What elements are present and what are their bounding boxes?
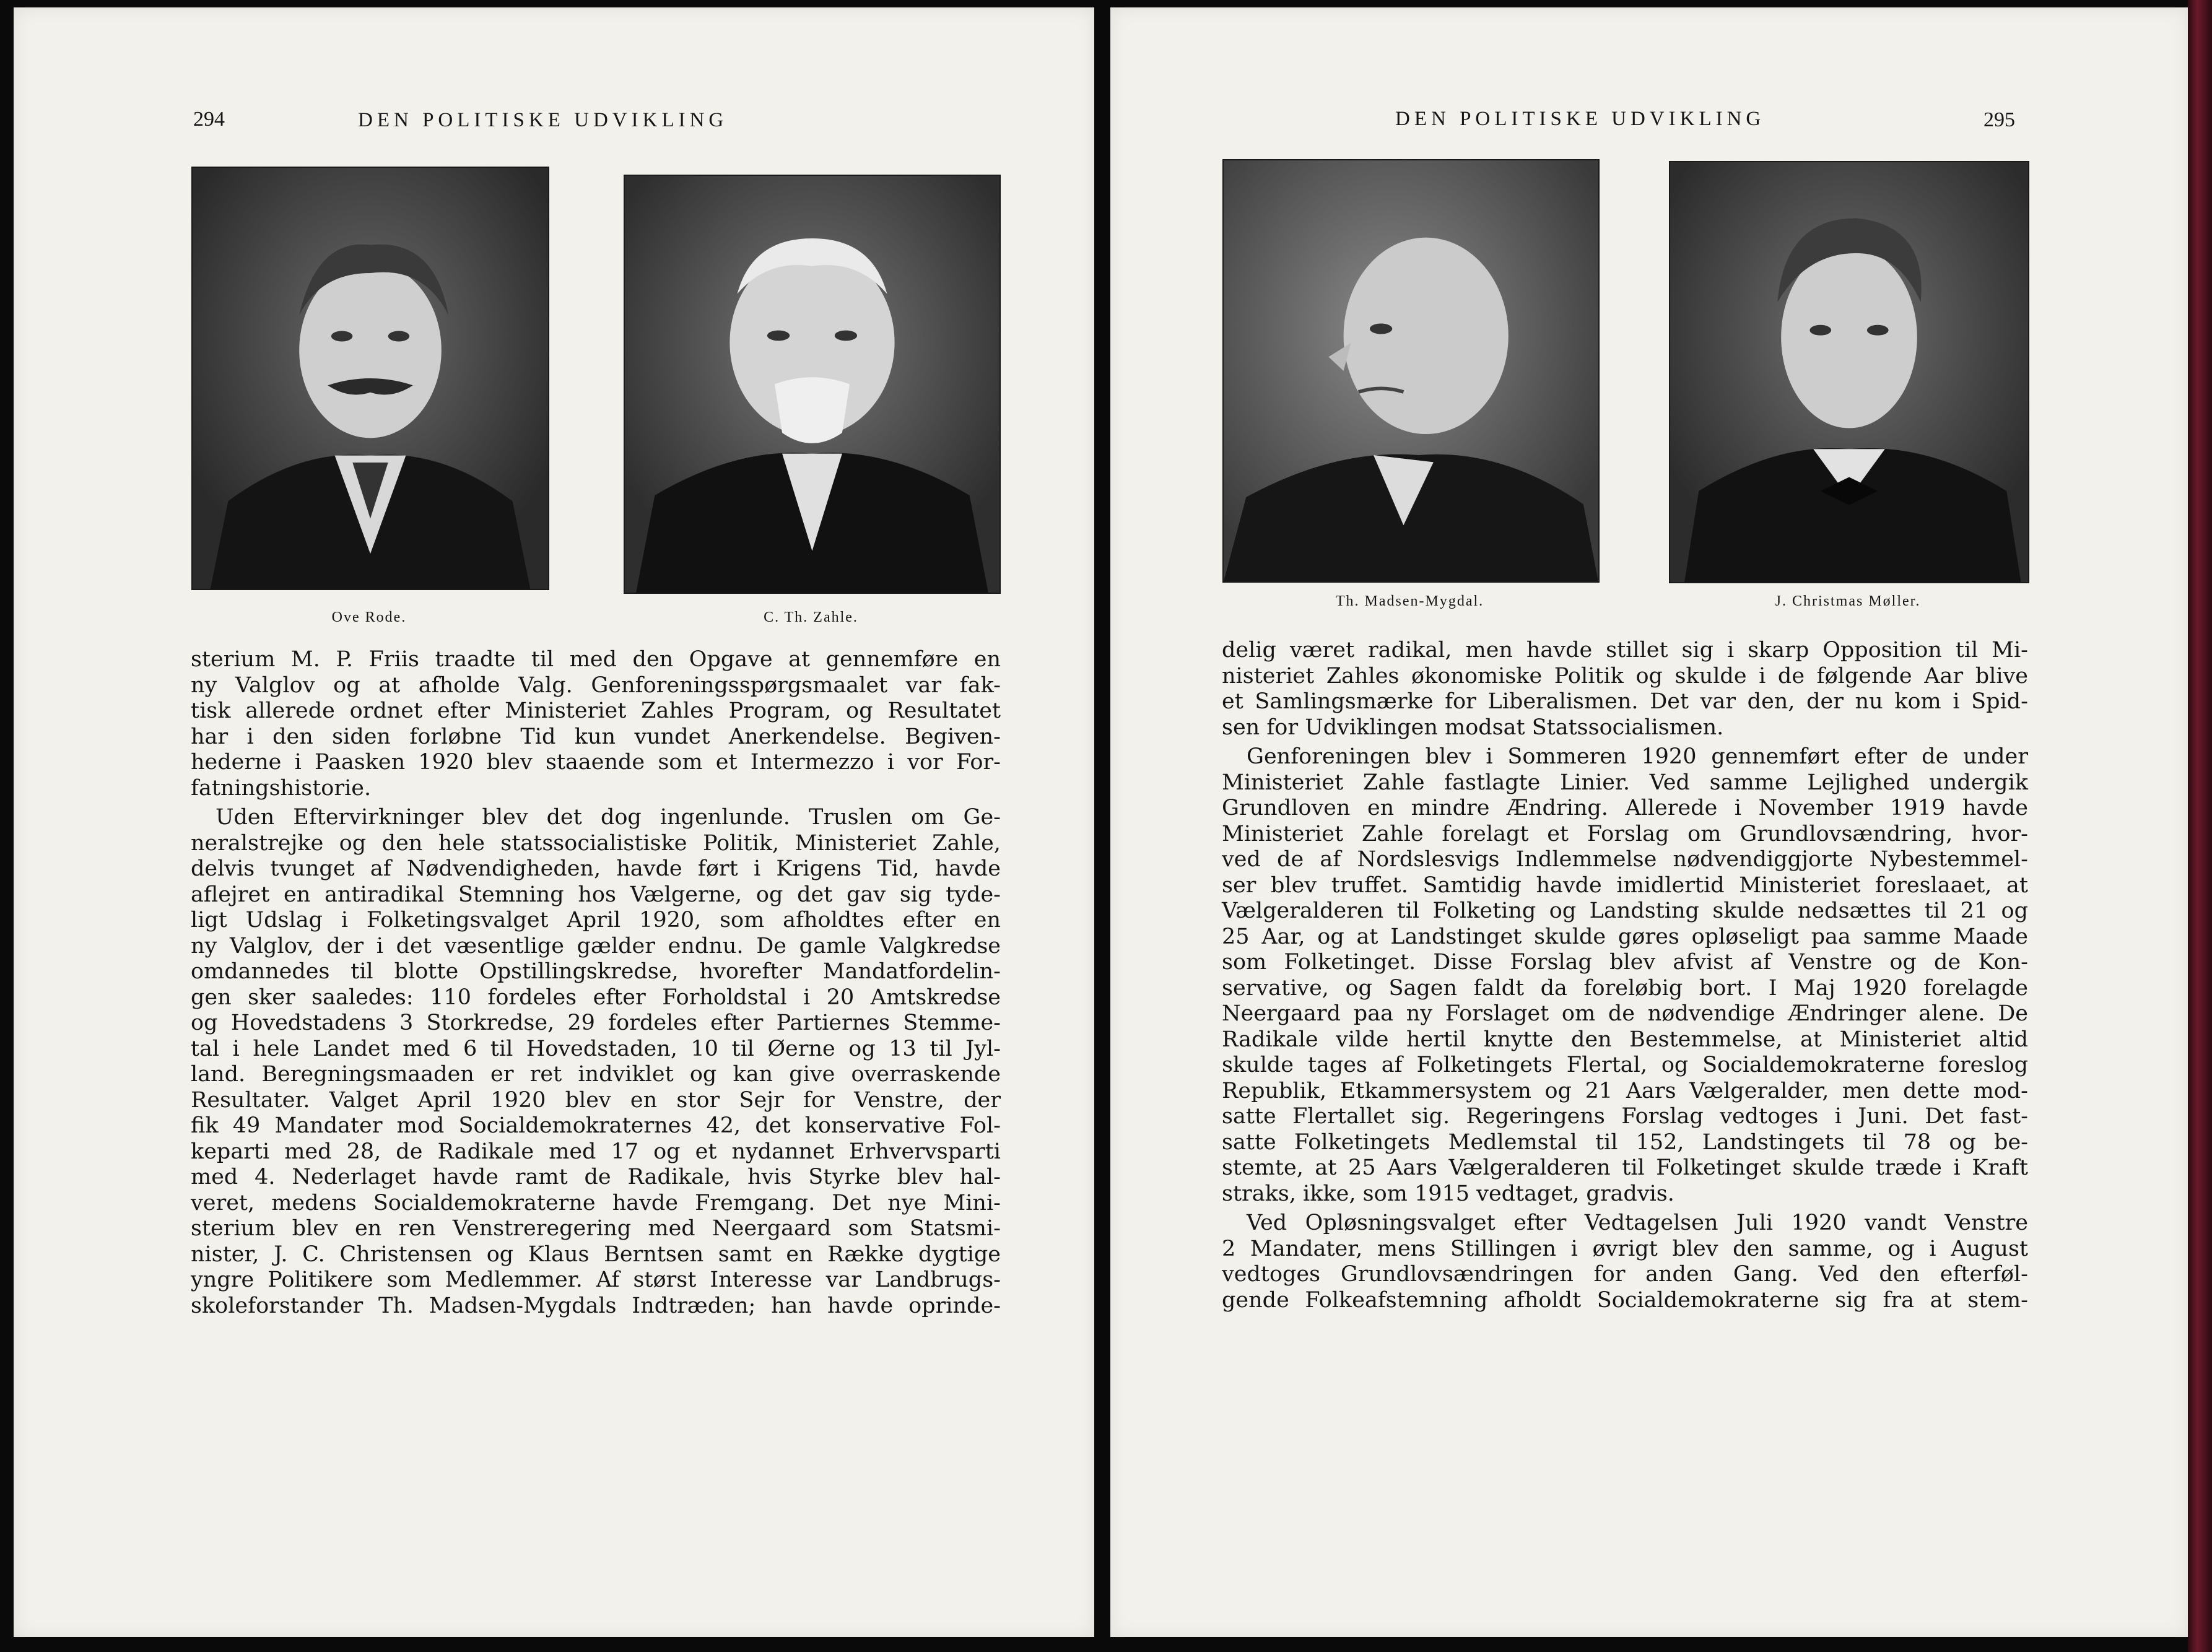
text-line: Grundloven en mindre Ændring. Allerede i November 1919 havde	[1222, 796, 2028, 820]
text-line: neralstrejke og den hele statssocialistiske Politik, Ministeriet Zahle,	[191, 830, 1001, 856]
text-line: Resultater. Valget April 1920 blev en stor Sejr for Venstre, der	[191, 1087, 1001, 1113]
text-line: gende Folkeafstemning afholdt Socialdemokraterne sig fra at stem-	[1222, 1287, 2028, 1313]
body-text	[1222, 638, 2028, 1313]
text-line: hederne i Paasken 1920 blev staaende som et Intermezzo i vor For-	[191, 750, 1001, 775]
left-page	[14, 7, 1094, 1637]
text-line: sterium blev en ren Venstreregering med Neergaard som Statsmi-	[191, 1216, 1001, 1241]
text-line: 25 Aar, og at Landstinget skulde gøres opløseligt paa samme Maade	[1222, 924, 2028, 949]
text-line: servative, og Sagen faldt da foreløbig bort. I Maj 1920 forelagde	[1222, 975, 2028, 1001]
text-line: ny Valglov og at afholde Valg. Genforeningsspørgsmaalet var fak-	[191, 672, 1001, 698]
text-line: delig været radikal, men havde stillet sig i skarp Opposition til Mi-	[1222, 638, 2028, 663]
body-text	[191, 647, 1001, 1319]
text-line: fatningshistorie.	[191, 775, 372, 801]
text-line: vedtoges Grundlovsændringen for anden Gang. Ved den efterføl-	[1222, 1262, 2028, 1287]
text-line: delvis tvunget af Nødvendigheden, havde ført i Krigens Tid, havde	[191, 856, 1001, 881]
text-line: tisk allerede ordnet efter Ministeriet Zahles Program, og Resultatet	[191, 698, 1001, 723]
right-page	[1110, 7, 2188, 1637]
photo-caption: C. Th. Zahle.	[764, 609, 858, 625]
text-line: som Folketinget. Disse Forslag blev afvist af Venstre og de Kon-	[1222, 950, 2028, 975]
text-line: ser blev truffet. Samtidig havde imidlertid Ministeriet foreslaaet, at	[1222, 872, 2028, 898]
portrait-photo-ove-rode	[191, 167, 549, 590]
text-line: sterium M. P. Friis traadte til med den Opgave at gennemføre en	[191, 647, 1001, 672]
text-line: Genforeningen blev i Sommeren 1920 gennemført efter de under	[1247, 744, 2028, 769]
text-line: keparti med 28, de Radikale med 17 og et nydannet Erhvervsparti	[191, 1139, 1001, 1164]
text-line: yngre Politikere som Medlemmer. Af størst Interesse var Landbrugs-	[191, 1267, 1001, 1292]
text-line: fik 49 Mandater mod Socialdemokraternes 42, det konservative Fol-	[191, 1113, 1001, 1138]
text-line: satte Folketingets Medlemstal til 152, Landstingets til 78 og be-	[1222, 1129, 2028, 1155]
text-line: nister, J. C. Christensen og Klaus Berntsen samt en Række dygtige	[191, 1241, 1001, 1267]
text-line: aflejret en antiradikal Stemning hos Vælgerne, og det gav sig tyde-	[191, 882, 1001, 907]
text-line: gen sker saaledes: 110 fordeles efter Forholdstal i 20 Amtskredse	[191, 985, 1001, 1010]
text-line: Vælgeralderen til Folketing og Landsting skulde nedsættes til 21 og	[1222, 898, 2028, 923]
text-line: ligt Udslag i Folketingsvalget April 1920, som afholdtes efter en	[191, 908, 1001, 933]
text-line: Republik, Etkammersystem og 21 Aars Vælgeralder, men dette mod-	[1222, 1078, 2028, 1103]
text-line: straks, ikke, som 1915 vedtaget, gradvis.	[1222, 1181, 1674, 1206]
page-number: 295	[1983, 108, 2015, 131]
text-line: ved de af Nordslesvigs Indlemmelse nødvendiggjorte Nybestemmel-	[1222, 847, 2028, 872]
text-line: Neergaard paa ny Forslaget om de nødvendige Ændringer alene. De	[1222, 1001, 2028, 1026]
text-line: land. Beregningsmaaden er ret indviklet og kan give overraskende	[191, 1062, 1001, 1087]
text-line: med 4. Nederlaget havde ramt de Radikale, hvis Styrke blev hal-	[191, 1165, 1001, 1189]
photo-caption: Ove Rode.	[331, 609, 407, 625]
portrait-photo-j-christmas-moller	[1669, 161, 2029, 583]
text-line: sen for Udviklingen modsat Statssocialismen.	[1222, 715, 1724, 740]
text-line: omdannedes til blotte Opstillingskredse, hvorefter Mandatfordelin-	[191, 959, 1001, 984]
portrait-photo-th-madsen-mygdal	[1222, 159, 1600, 583]
photo-caption: J. Christmas Møller.	[1775, 593, 1921, 609]
text-line: skoleforstander Th. Madsen-Mygdals Indtræden; han havde oprinde-	[191, 1293, 1001, 1318]
text-line: ny Valglov, der i det væsentlige gælder endnu. De gamle Valgkredse	[191, 933, 1001, 959]
portrait-photo-c-th-zahle	[624, 175, 1001, 594]
book-edge-strip	[2188, 0, 2212, 1652]
text-line: tal i hele Landet med 6 til Hovedstaden, 10 til Øerne og 13 til Jyl-	[191, 1036, 1001, 1061]
text-line: satte Flertallet sig. Regeringens Forslag vedtoges i Juni. Det fast-	[1222, 1104, 2028, 1129]
text-line: og Hovedstadens 3 Storkredse, 29 fordeles efter Partiernes Stemme-	[191, 1011, 1001, 1035]
running-head: DEN POLITISKE UDVIKLING	[358, 109, 728, 131]
photo-caption: Th. Madsen-Mygdal.	[1335, 593, 1484, 609]
text-line: et Samlingsmærke for Liberalismen. Det var den, der nu kom i Spid-	[1222, 689, 2028, 714]
text-line: Ved Opløsningsvalget efter Vedtagelsen Juli 1920 vandt Venstre	[1247, 1211, 2028, 1235]
text-line: nisteriet Zahles økonomiske Politik og skulde i de følgende Aar blive	[1222, 663, 2028, 689]
text-line: Radikale vilde hertil knytte den Bestemmelse, at Ministeriet altid	[1222, 1027, 2028, 1052]
text-line: Uden Eftervirkninger blev det dog ingenlunde. Truslen om Ge-	[216, 805, 1001, 830]
text-line: stemte, at 25 Aars Vælgeralderen til Folketinget skulde træde i Kraft	[1222, 1155, 2028, 1180]
text-line: har i den siden forløbne Tid kun vundet Anerkendelse. Begiven-	[191, 724, 1001, 749]
page-number: 294	[193, 108, 225, 131]
text-line: 2 Mandater, mens Stillingen i øvrigt blev den samme, og i August	[1222, 1236, 2028, 1261]
text-line: veret, medens Socialdemokraterne havde Fremgang. Det nye Mini-	[191, 1190, 1001, 1215]
text-line: Ministeriet Zahle forelagt et Forslag om Grundlovsændring, hvor-	[1222, 821, 2028, 846]
running-head: DEN POLITISKE UDVIKLING	[1395, 108, 1766, 130]
text-line: Ministeriet Zahle fastlagte Linier. Ved samme Lejlighed undergik	[1222, 770, 2028, 795]
text-line: skulde tages af Folketingets Flertal, og Socialdemokraterne foreslog	[1222, 1053, 2028, 1077]
